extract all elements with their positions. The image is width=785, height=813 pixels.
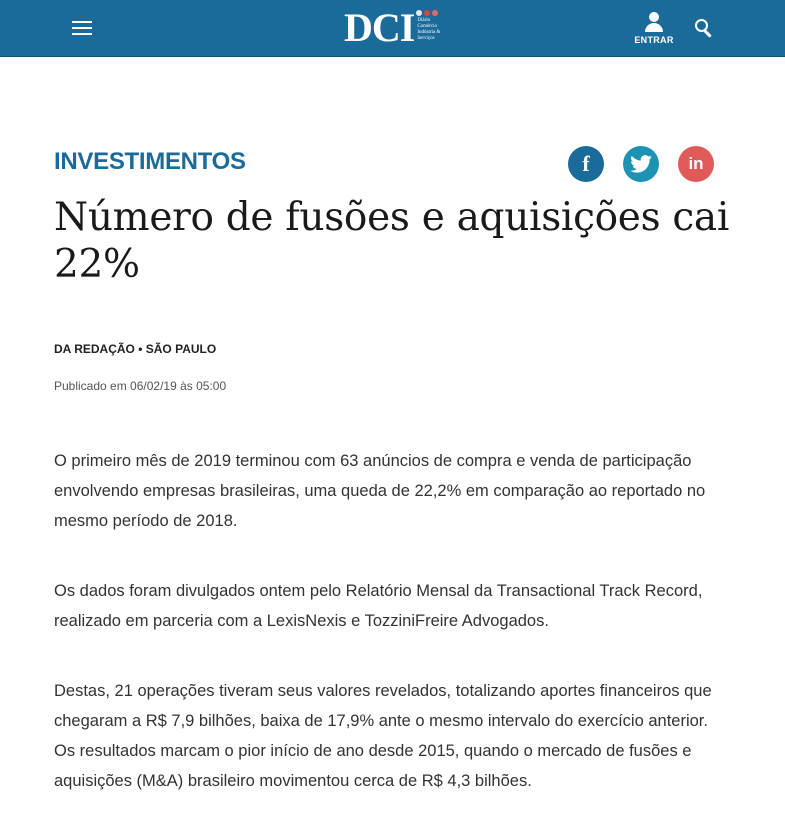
top-navigation-bar: [0, 0, 785, 57]
login-button[interactable]: [632, 10, 676, 50]
article-paragraph: Destas, 21 operações tiveram seus valores revelados, totalizando aportes financeiros que chegaram a R$ 7,9 bilhões, baixa de 17,9% ante o mesmo intervalo do exercício anterior. Os resultados marcam o pior início de ano desde 2015, quando o mercado de fusões e aquisições (M&A) brasileiro movimentou cerca de R$ 4,3 bilhões.: [54, 682, 712, 790]
linkedin-icon[interactable]: [678, 146, 714, 182]
facebook-glyph: f: [582, 151, 590, 176]
section-label[interactable]: INVESTIMENTOS: [54, 148, 246, 175]
logo-tagline: Diário Comércio Indústria & Serviços: [417, 18, 441, 41]
article-paragraph: O primeiro mês de 2019 terminou com 63 anúncios de compra e venda de participação envolvendo empresas brasileiras, uma queda de 22,2% em comparação ao reportado no mesmo período de 2018.: [54, 452, 706, 530]
twitter-bird-icon: [630, 155, 652, 173]
article-paragraph: Os dados foram divulgados ontem pelo Relatório Mensal da Transactional Track Record, realizado em parceria com a LexisNexis e TozziniFreire Advogados.: [54, 582, 703, 630]
article-title: Número de fusões e aquisições cai 22%: [54, 195, 730, 287]
publish-date: Publicado em 06/02/19 às 05:00: [54, 379, 227, 393]
logo-dot: [416, 10, 422, 16]
search-icon[interactable]: [693, 17, 715, 39]
logo-dot: [432, 10, 438, 16]
login-label: ENTRAR: [634, 35, 674, 45]
logo-text: DCI: [344, 5, 415, 50]
hamburger-menu-icon[interactable]: [72, 18, 94, 38]
linkedin-glyph: in: [688, 154, 704, 173]
facebook-icon[interactable]: [568, 146, 604, 182]
logo-dots: [416, 10, 438, 16]
logo-dot: [424, 10, 430, 16]
twitter-icon[interactable]: [623, 146, 659, 182]
article-byline: DA REDAÇÃO • SÃO PAULO: [54, 342, 217, 356]
dci-logo[interactable]: [344, 5, 447, 50]
